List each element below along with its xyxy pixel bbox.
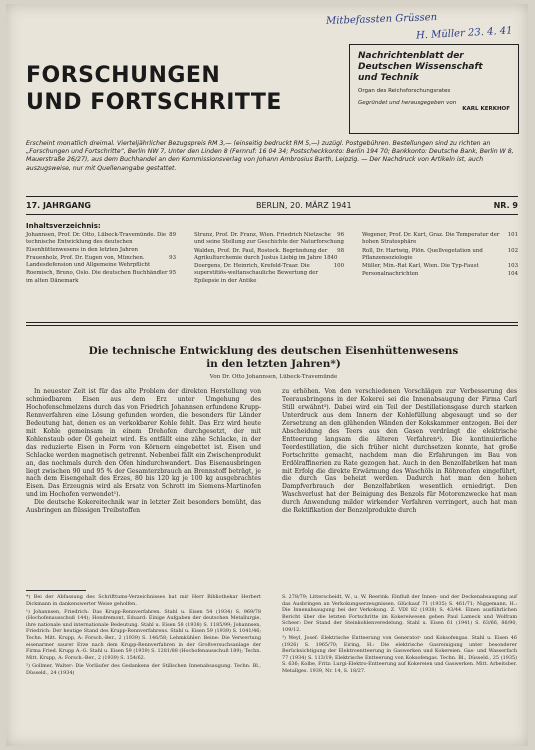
toc-entry: [26, 255, 176, 270]
box-title-line-3: und Technik: [358, 73, 419, 83]
issue-number: NR. 9: [493, 201, 518, 210]
toc-entry: [194, 248, 344, 263]
newspaper-page: [6, 4, 528, 746]
toc-text: Wegener, Prof. Dr. Kurt, Graz. Die Temperatur der hohen Stratosphäre: [362, 232, 500, 246]
article-column-1: [26, 388, 261, 515]
toc-entry: [26, 232, 176, 254]
toc-text: Strunz, Prof. Dr. Franz, Wien. Friedrich Nietzsche und seine Stellung zur Geschichte der Naturforschung: [194, 232, 344, 246]
toc-column-1: [26, 232, 176, 286]
article-headline: [46, 345, 501, 371]
toc-page: 95: [169, 270, 176, 277]
rule-below-issue: [26, 214, 518, 215]
subtitle-box: [349, 44, 519, 134]
footnotes-column-1: [26, 594, 261, 678]
toc-text: Doergens, Dr. Heinrich, Krefeld-Traar. Die superstitiös-weltanschauliche Bewertung der Epilepsie in der Antike: [194, 263, 319, 284]
handwritten-greeting: Mitbefassten Grüssen: [325, 12, 438, 27]
article-column-2: [282, 388, 517, 515]
article-paragraph: In neuester Zeit ist für das alte Problem der direkten Herstellung von schmiedbarem Eisen aus dem Erz unter Umgehung des Hochofenschmelzens durch das von Friedrich Johannsen erfundene Krupp-Rennverfahren eine Lösung gefunden worden, die besonders für Länder Bedeutung hat, denen es an verkokbarer Kohle fehlt. Das Erz wird heute mit Kohle gemeinsam in einem Drehofen durchgesetzt, der mit Kohlenstaub oder Öl geheizt wird. Es entfällt eine zähe Schlacke, in der das reduzierte Eisen in Form von Körnern eingebettet ist. Eisen und Schlacke werden magnetisch getrennt. Nebenbei fällt ein Zwischenprodukt an, das nochmals durch den Ofen hindurchwandert. Das Eisenausbringen liegt zwischen 90 und 95 % der Gesamterzbrauch an Brennstoff beträgt, je nach dem Eisengehalt des Erzes, 80 bis 120 kg je 100 kg ausgebrachtes Eisen. Das Erzeugnis wird als Ersatz von Schrott im Siemens-Martinofen und im Hochofen verwendet¹).: [26, 388, 261, 499]
masthead-line-2: UND FORTSCHRITTE: [26, 90, 282, 115]
toc-page: 104: [507, 271, 518, 278]
toc-column-2: [194, 232, 344, 286]
box-editor: KARL KERKHOF: [462, 106, 510, 112]
toc-entry: [362, 232, 518, 247]
box-title-line-1: Nachrichtenblatt der: [358, 51, 464, 61]
article-paragraph: Die deutsche Kokereitechnik war in letzter Zeit besonders bemüht, das Ausbringen an flüssigen Treibstoffen: [26, 499, 261, 515]
toc-entry: [194, 232, 344, 247]
toc-entry: [362, 271, 518, 278]
toc-text: Roll, Dr. Hartwig, Plön. Quellvegetation und Pflanzensoziologie: [362, 247, 483, 261]
issue-place-date: BERLIN, 20. MÄRZ 1941: [256, 201, 352, 210]
footnote: ²) Gollmer, Walter: Die Vorläufer des Gedankens der Stillschen Innenabsaugung. Techn. Bl., Düsseld., 24 (1934): [26, 662, 261, 676]
toc-entry: [362, 248, 518, 263]
toc-page: 93: [169, 254, 176, 261]
toc-page: 101: [507, 232, 518, 238]
article-paragraph: zu erhöhen. Von den verschiedenen Vorschlägen zur Verbesserung des Teerausbringens in der Kokerei sei die Innenabsaugung der Firma Carl Still erwähnt³). Dabei wird ein Teil der Destillationsgase durch starken Unterdruck aus dem Innern der Kohlefüllung abgesaugt und so der Zersetzung an den glühenden Wänden der Kokskammer entzogen. Bei der Abscheidung des Teers aus den Gasen verdrängt die elektrische Entteerung langsam die älteren Verfahren⁴). Die kontinuierliche Teerdestillation, die sich früher nicht durchsetzen konnte, hat große Fortschritte gemacht, nachdem man die Erfahrungen im Bau von Erdölraffinerien zu Rate gezogen hat. Auch in den Benzolfabriken hat man mit Erfolg die direkte Erwärmung des Waschöls in Röhrenofen eingeführt, die durch Gas beheizt werden. Dadurch hat man den hohen Dampfverbrauch der Benzolfabriken wesentlich erniedrigt. Den Waschverlust hat der Beinigung des Benzols für Motorenzwecke hat man durch Anwendung milder wirkender Verfahren verringert, auch hat man die Rektifikation der Benzolprodukte durch: [282, 388, 517, 515]
masthead-line-1: FORSCHUNGEN: [26, 63, 221, 88]
toc-entry: [362, 263, 518, 270]
toc-entry: [26, 270, 176, 285]
toc-text: Johannsen, Prof. Dr. Otto, Lübeck-Travemünde. Die technische Entwicklung des deutschen Eisenhüttenwesens in den letzten Jahren: [26, 232, 167, 253]
toc-text: Müller, Min.-Rat Karl, Wien. Die Typ-Faust: [362, 263, 479, 270]
footnote: *) Bei der Abfassung des Schrifttums-Verzeichnisses hat mir Herr Bibliothekar Herbert Dickmann in dankenswerter Weise geholfen.: [26, 594, 261, 607]
masthead-title: [26, 62, 282, 116]
toc-text: Personalnachrichten: [362, 271, 419, 278]
footnote: ³) Weyl, Josef: Elektrische Entteerung von Generator- und Koksofengas. Stahl u. Eisen 46 (1926) S. 1965/70; Eiring, H.: Die elektrische Gasreinigung unter besonderer Berücksichtigung der Elektroentteerung in Gaswerken und Kokereien. Gas- und Wasserfach 77 (1934) S. 113/19; Elektrische Entteerung von Koksofengas. Techn. Bl., Düsseld., 25 (1935) S. 636; Kolbe, Fritz: Lurgi-Elektro-Entteerung auf Kokereien und Gaswerken. Mitt. Arbeitsber. Metallges. 1939, Nr. 14, S. 18/27.: [282, 635, 517, 675]
toc-page: 103: [507, 263, 518, 270]
rule-below-toc: [26, 322, 518, 323]
footnotes-column-2: [282, 594, 517, 676]
toc-page: 100: [333, 263, 344, 270]
issue-volume: 17. JAHRGANG: [26, 201, 91, 210]
toc-page: 89: [169, 232, 176, 238]
toc-entry: [194, 263, 344, 285]
article-byline: Von Dr. Otto Johannsen, Lübeck-Travemünde: [209, 374, 338, 380]
toc-page: 96: [337, 232, 344, 238]
toc-page: 98: [337, 247, 344, 254]
toc-text: Walden, Prof. Dr. Paul, Rostock. Begründung der Agrikulturchemie durch Justus Liebig im Jahre 1840: [194, 247, 338, 261]
article-title-line-1: Die technische Entwicklung des deutschen Eisenhüttenwesens: [88, 345, 459, 357]
toc-column-3: [362, 232, 518, 280]
box-organ: Organ des Reichsforschungsrates: [358, 88, 451, 94]
rule-below-toc-2: [26, 325, 518, 326]
toc-page: 102: [507, 247, 518, 254]
footnote-rule: [26, 590, 86, 591]
footnote: S. 278/79; Litterscheidt, W., u. W. Reerink: Einfluß der Innen- und der Deckenabsaugung auf das Ausbringen an Verkokungserzeugnissen. Glückauf 71 (1935) S. 461/71; Niggemann, H.: Die Innenabsaugung bei der Verkokung. Z. VDI 82 (1938) S. 43/44. Einen ausführlichen Bericht über die letzten Fortschritte im Kokereiwesen geben Paul Lameck und Wolfram Scheer: Der Stand der Steinkohlenveredelung. Stahl u. Eisen 61 (1941) S. 63/66, 86/90, 109/12.: [282, 594, 517, 633]
box-founded: Gegründet und herausgegeben von: [358, 100, 457, 106]
footnote: ¹) Johannsen, Friedrich: Das Krupp-Rennverfahren. Stahl u. Eisen 54 (1934) S. 969/78 (Hochofenausschuß 144); Hondremont, Eduard: Einige Aufgaben der deutschen Metallurgie, ihre nationale und internationale Bedeutung. Stahl u. Eisen 58 (1938) S. 1185/99; Johannsen, Friedrich: Der heutige Stand des Krupp-Rennverfahrens. Stahl u. Eisen 59 (1939) S. 1041/46; Techn. Mitt. Krupp, A: Forsch.-Ber., 2 (1939) S. 146/58; Lehmkühler: Beine: Die Verwertung eisenarmer saurer Erze nach dem Krupp-Rennverfahren in der Großversuchsanlage der Firma Fried. Krupp A.-G. Stahl u. Eisen 59 (1939) S. 1281/88 (Hochofenausschuß 189); Techn. Mitt. Krupp, A: Forsch.-Ber., 2 (1939) S. 154/62.: [26, 608, 261, 661]
handwritten-signature-date: H. Müller 23. 4. 41: [415, 25, 513, 42]
toc-text: Roemisch, Bruno, Oslo. Die deutschen Buchhändler im alten Dänemark: [26, 270, 168, 284]
toc-text: Frauenholz, Prof. Dr. Eugen von, München. Landesdefension und Allgemeine Wehrpflicht: [26, 254, 151, 269]
publication-info: Erscheint monatlich dreimal. Vierteljährlicher Bezugspreis RM 3,— (einseitig bedruckt RM 5,—) zuzügl. Postgebühren. Bestellungen sind zu richten an „Forschungen und Fortschritte“, Berlin NW 7, Unter den Linden 8 (Fernruf: 16 04 34; Postscheckkonto: Berlin 194 70; Bankkonto: Deutsche Bank, Berlin W 8, Mauerstraße 26/27), aus dem Buchhandel an den Kommissionsverlag von Johann Ambrosius Barth, Leipzig. — Der Nachdruck von Artikeln ist, auch auszugsweise, nur mit Quellenangabe gestattet.: [26, 140, 514, 172]
rule-top: [26, 196, 518, 197]
box-title-line-2: Deutschen Wissenschaft: [358, 62, 483, 72]
article-title-line-2: in den letzten Jahren*): [206, 358, 341, 370]
toc-heading: Inhaltsverzeichnis:: [26, 222, 101, 230]
